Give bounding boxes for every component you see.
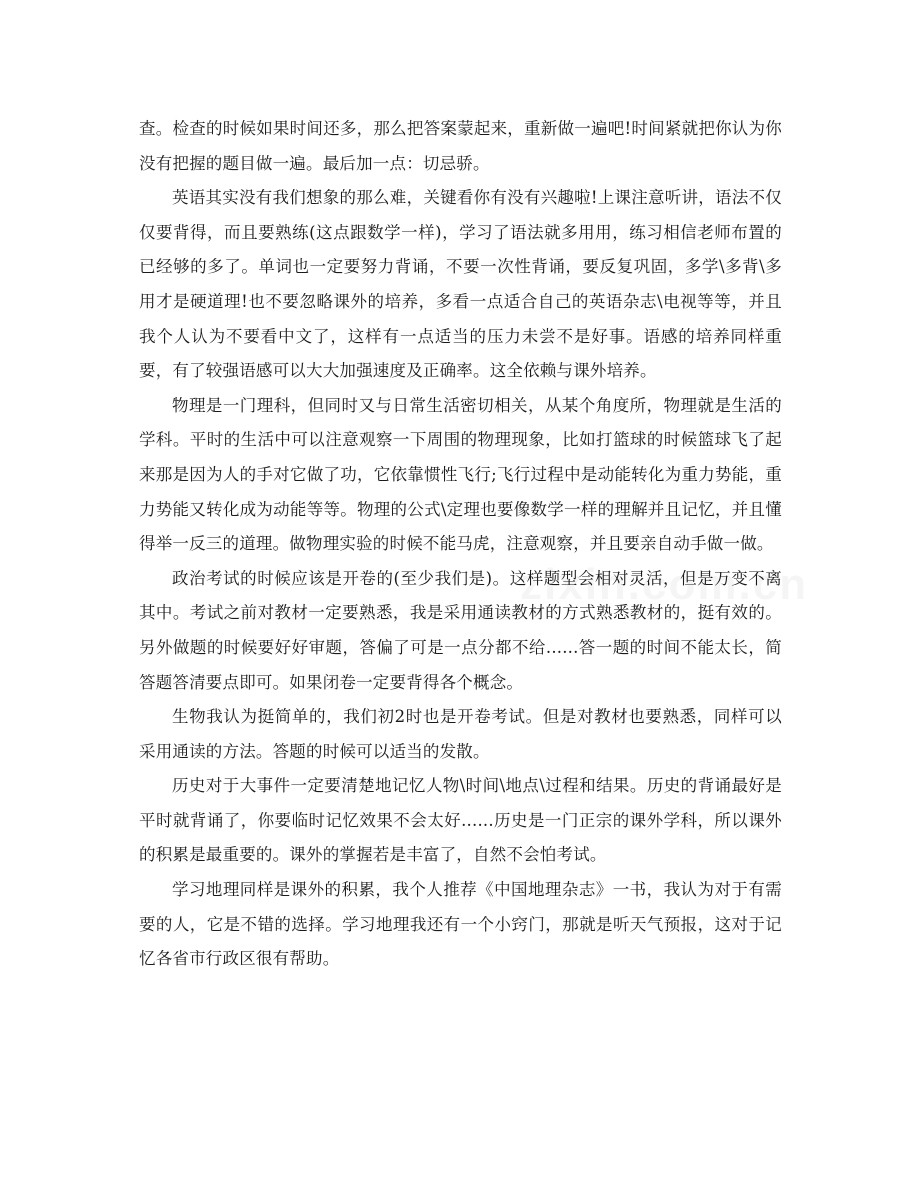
paragraph-physics: 物理是一门理科，但同时又与日常生活密切相关，从某个角度所，物理就是生活的学科。平时的生活中可以注意观察一下周围的物理现象，比如打篮球的时候篮球飞了起来那是因为人的手对它做了功，它依靠惯性飞行;飞行过程中是动能转化为重力势能，重力势能又转化成为动能等等。物理的公式\定理也要像数学一样的理解并且记忆，并且懂得举一反三的道理。做物理实验的时候不能马虎，注意观察，并且要亲自动手做一做。 [139, 395, 782, 554]
paragraph-english: 英语其实没有我们想象的那么难，关键看你有没有兴趣啦!上课注意听讲，语法不仅仅要背得，而且要熟练(这点跟数学一样)，学习了语法就多用用，练习相信老师布置的已经够的多了。单词也一定要努力背诵，不要一次性背诵，要反复巩固，多学\多背\多用才是硬道理!也不要忽略课外的培养，多看一点适合自己的英语杂志\电视等等，并且我个人认为不要看中文了，这样有一点适当的压力未尝不是好事。语感的培养同样重要，有了较强语感可以大大加强速度及正确率。这全依赖与课外培养。 [139, 188, 782, 381]
paragraph-continuation: 查。检查的时候如果时间还多，那么把答案蒙起来，重新做一遍吧!时间紧就把你认为你没有把握的题目做一遍。最后加一点：切忌骄。 [139, 119, 782, 173]
document-body [139, 112, 782, 977]
paragraph-history: 历史对于大事件一定要清楚地记忆人物\时间\地点\过程和结果。历史的背诵最好是平时就背诵了，你要临时记忆效果不会太好......历史是一门正宗的课外学科，所以课外的积累是最重要的。课外的掌握若是丰富了，自然不会怕考试。 [139, 776, 782, 865]
paragraph-politics: 政治考试的时候应该是开卷的(至少我们是)。这样题型会相对灵活，但是万变不离其中。考试之前对教材一定要熟悉，我是采用通读教材的方式熟悉教材的，挺有效的。另外做题的时候要好好审题，答偏了可是一点分都不给......答一题的时间不能太长，简答题答清要点即可。如果闭卷一定要背得各个概念。 [139, 568, 782, 692]
paragraph-geography: 学习地理同样是课外的积累，我个人推荐《中国地理杂志》一书，我认为对于有需要的人，它是不错的选择。学习地理我还有一个小窍门，那就是听天气预报，这对于记忆各省市行政区很有帮助。 [139, 880, 782, 969]
paragraph-biology: 生物我认为挺简单的，我们初2时也是开卷考试。但是对教材也要熟悉，同样可以采用通读的方法。答题的时候可以适当的发散。 [139, 707, 782, 761]
